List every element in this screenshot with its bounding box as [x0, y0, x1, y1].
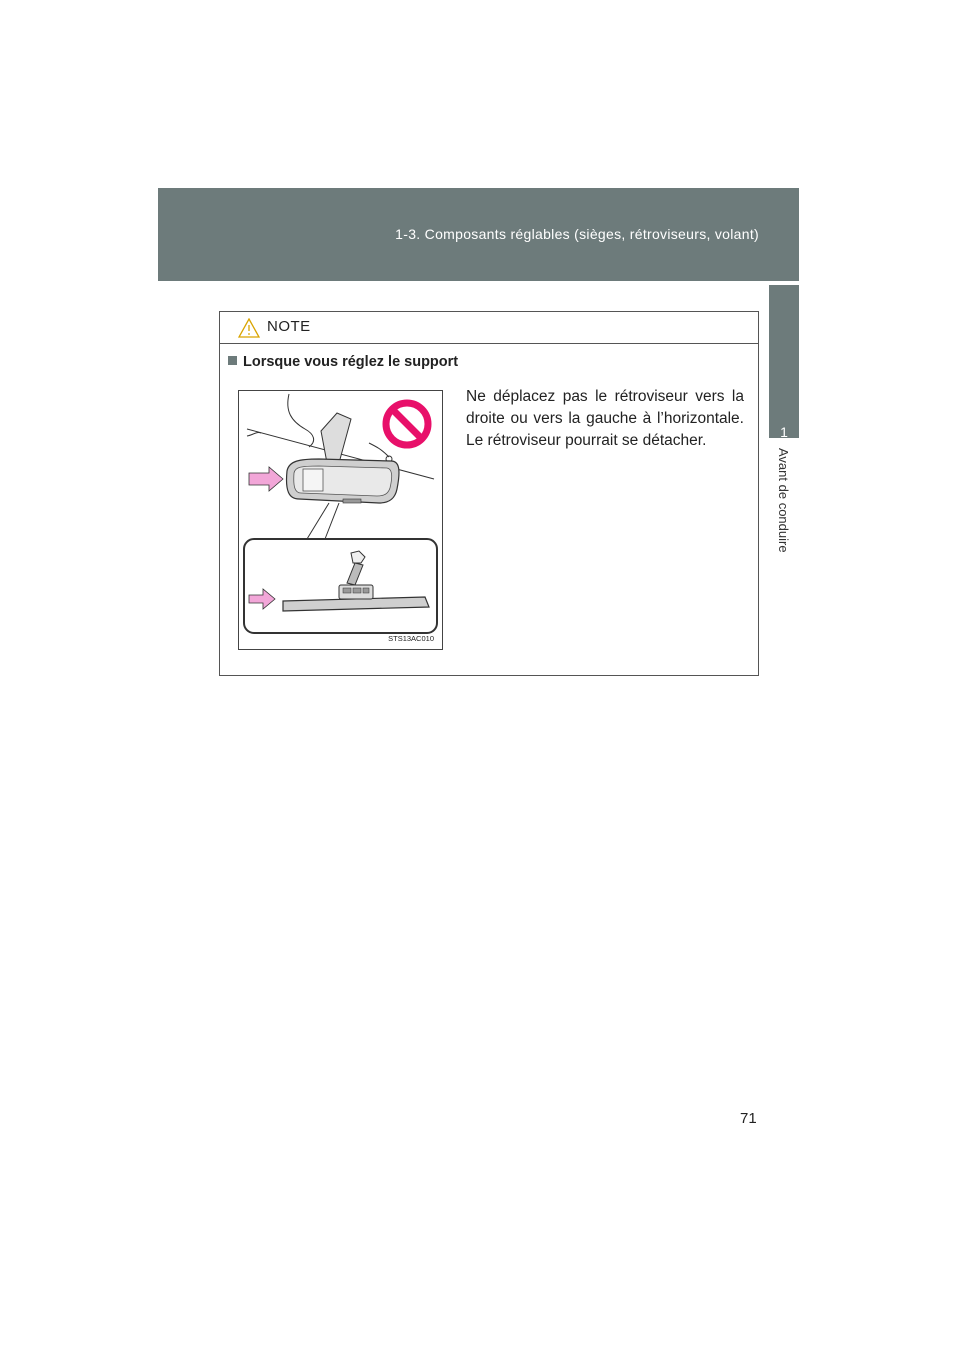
- chapter-tab-label: [769, 448, 799, 588]
- chapter-label: Avant de conduire: [776, 448, 791, 553]
- note-label: NOTE: [267, 318, 311, 335]
- chapter-number: 1: [780, 424, 788, 440]
- mirror-drawing: [239, 391, 442, 649]
- note-header: [220, 312, 758, 344]
- page-number: 71: [740, 1110, 757, 1127]
- chapter-title: 1-3. Composants réglables (sièges, rétroviseurs, volant): [395, 226, 759, 242]
- note-body-text: Ne déplacez pas le rétroviseur vers la droite ou vers la gauche à l’horizontale. Le rétroviseur pourrait se détacher.: [466, 388, 744, 449]
- mirror-illustration: [238, 390, 443, 650]
- warning-icon: [238, 318, 260, 338]
- note-box: [219, 311, 759, 676]
- chapter-tab: [769, 285, 799, 438]
- section-title-text: Lorsque vous réglez le support: [243, 354, 459, 370]
- section-title: [228, 354, 458, 370]
- square-bullet-icon: [228, 356, 237, 365]
- chapter-header: [158, 188, 799, 281]
- figure-code: STS13AC010: [388, 634, 434, 643]
